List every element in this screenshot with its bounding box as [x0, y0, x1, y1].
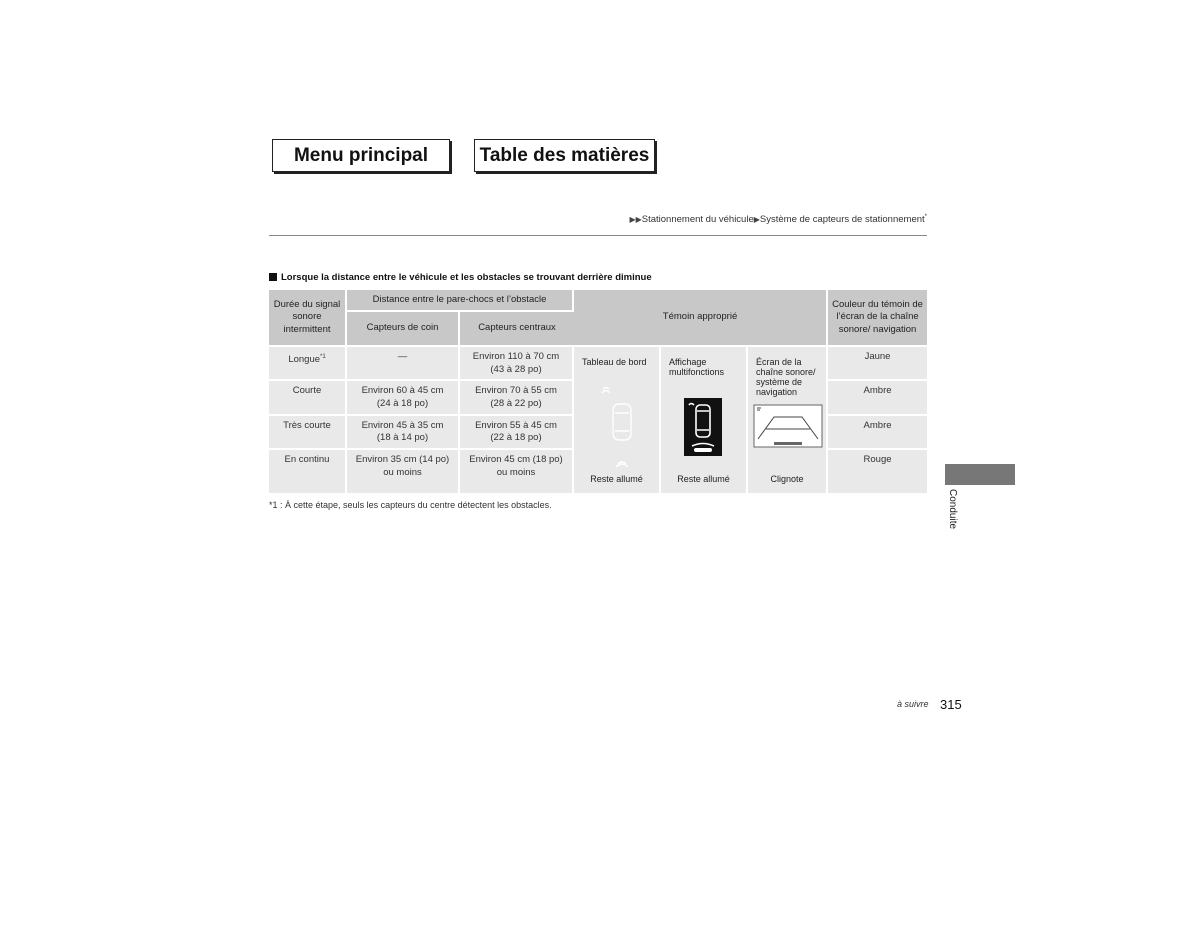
corner-cell: Environ 45 à 35 cm (18 à 14 po)	[347, 416, 460, 450]
square-bullet-icon	[269, 273, 277, 281]
footnote-text: : À cette étape, seuls les capteurs du centre détectent les obstacles.	[277, 500, 552, 510]
main-menu-button[interactable]: Menu principal	[272, 139, 450, 172]
section-title	[269, 272, 652, 283]
table-of-contents-button[interactable]: Table des matières	[474, 139, 655, 172]
indicator-multi-display-cell	[661, 347, 748, 495]
multi-display-car-icon	[661, 347, 748, 493]
center-cell: Environ 55 à 45 cm (22 à 18 po)	[460, 416, 574, 450]
footnote	[269, 500, 552, 510]
header-color: Couleur du témoin de l’écran de la chaîne sonore/ navigation	[828, 290, 927, 347]
duration-cell: Courte	[269, 381, 347, 415]
indicator-status: Reste allumé	[677, 473, 730, 484]
table-row	[269, 347, 927, 381]
continue-label: à suivre	[897, 699, 929, 709]
indicator-dashboard-cell	[574, 347, 661, 495]
indicator-title: Affichage multifonctions	[669, 357, 725, 377]
breadcrumb-arrow-icon: ▶	[753, 215, 760, 225]
indicator-audio-nav-cell	[748, 347, 828, 495]
dashboard-parking-sensor-icon	[574, 347, 661, 493]
indicator-status: Reste allumé	[590, 473, 643, 484]
header-distance-group: Distance entre le pare-chocs et l’obstacle	[347, 290, 574, 312]
color-cell: Ambre	[828, 416, 927, 450]
color-cell: Jaune	[828, 347, 927, 381]
header-duration: Durée du signal sonore intermittent	[269, 290, 347, 347]
corner-cell: Environ 35 cm (14 po) ou moins	[347, 450, 460, 495]
section-title-text: Lorsque la distance entre le véhicule et les obstacles se trouvant derrière diminue	[281, 272, 652, 283]
color-cell: Rouge	[828, 450, 927, 495]
header-corner-sensors: Capteurs de coin	[347, 312, 460, 347]
duration-cell: Très courte	[269, 416, 347, 450]
corner-cell: —	[347, 347, 460, 381]
corner-cell: Environ 60 à 45 cm (24 à 18 po)	[347, 381, 460, 415]
header-indicator: Témoin approprié	[574, 290, 828, 347]
center-cell: Environ 110 à 70 cm (43 à 28 po)	[460, 347, 574, 381]
breadcrumb-mark: *	[924, 214, 927, 220]
footnote-mark: *1	[269, 500, 278, 510]
duration-cell: En continu	[269, 450, 347, 495]
breadcrumb-arrow-icon: ▶▶	[629, 215, 642, 225]
page-number: 315	[940, 697, 962, 712]
header-center-sensors: Capteurs centraux	[460, 312, 574, 347]
chapter-tab[interactable]	[945, 464, 1015, 485]
center-cell: Environ 45 cm (18 po) ou moins	[460, 450, 574, 495]
navigation-screen-icon	[748, 347, 828, 493]
breadcrumb	[629, 214, 927, 225]
color-cell: Ambre	[828, 381, 927, 415]
breadcrumb-part-1: Stationnement du véhicule	[641, 214, 754, 226]
chapter-tab-label: Conduite	[947, 489, 958, 530]
indicator-title: Écran de la chaîne sonore/ système de navigation	[756, 357, 816, 397]
sensor-table	[269, 290, 927, 495]
footnote-ref: *1	[320, 354, 326, 360]
header-rule	[269, 235, 927, 236]
indicator-title: Tableau de bord	[582, 357, 647, 367]
center-cell: Environ 70 à 55 cm (28 à 22 po)	[460, 381, 574, 415]
indicator-status: Clignote	[770, 473, 804, 484]
duration-cell: Longue$^{*1}$	[269, 347, 347, 381]
breadcrumb-part-2: Système de capteurs de stationnement	[759, 214, 925, 226]
